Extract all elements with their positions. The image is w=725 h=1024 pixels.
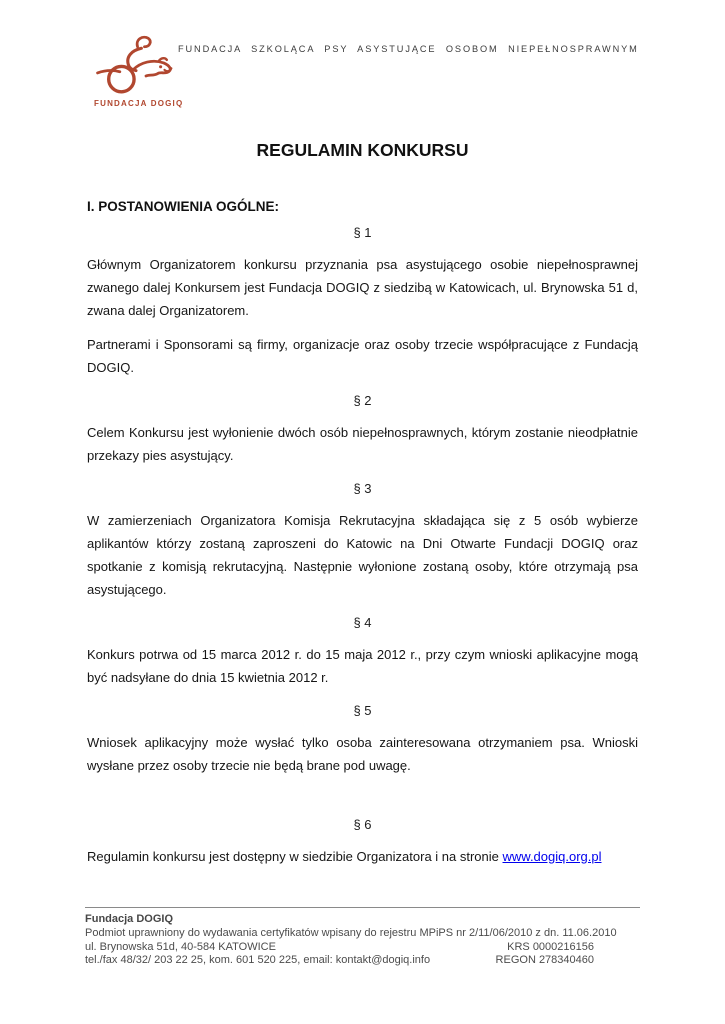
footer-contact: tel./fax 48/32/ 203 22 25, kom. 601 520 225, email: kontakt@dogiq.info (85, 954, 431, 967)
footer-address: ul. Brynowska 51d, 40-584 KATOWICE (85, 940, 276, 953)
paragraph-marker-4: § 4 (353, 615, 372, 630)
paragraph-marker-6: § 6 (353, 817, 372, 832)
footer-contact-row (85, 954, 640, 968)
paragraph-marker-5: § 5 (353, 703, 372, 718)
header-tagline: FUNDACJA SZKOLĄCA PSY ASYSTUJĄCE OSOBOM NIEPEŁNOSPRAWNYM (178, 44, 639, 54)
paragraph: Partnerami i Sponsorami są firmy, organizacje oraz osoby trzecie współpracujące z Fundacją DOGIQ. (87, 337, 638, 375)
paragraph-marker-1: § 1 (353, 225, 372, 240)
paragraph-marker-2: § 2 (353, 393, 372, 408)
paragraph-marker-3: § 3 (353, 481, 372, 496)
paragraph: W zamierzeniach Organizatora Komisja Rekrutacyjna składająca się z 5 osób wybierze aplikantów którzy zostaną zaproszeni do Katowic na Dni Otwarte Fundacji DOGIQ oraz spotkanie z komisją rekrutacyjną. Następnie wyłonione zostaną osoby, które otrzymają psa asystującego. (87, 513, 638, 597)
paragraph: Głównym Organizatorem konkursu przyznania psa asystującego osobie niepełnosprawnej zwanego dalej Konkursem jest Fundacja DOGIQ z siedzibą w Katowicach, ul. Brynowska 51 d, zwana dalej Organizatorem. (87, 257, 638, 318)
paragraph (87, 845, 638, 868)
paragraph: Konkurs potrwa od 15 marca 2012 r. do 15 maja 2012 r., przy czym wnioski aplikacyjne mogą być nadsyłane do dnia 15 kwietnia 2012 r. (87, 647, 638, 685)
footer-krs: KRS 0000216156 (507, 940, 594, 953)
paragraph: Wniosek aplikacyjny może wysłać tylko osoba zainteresowana otrzymaniem psa. Wnioski wysłane przez osoby trzecie nie będą brane pod uwagę. (87, 735, 638, 773)
dog-wheelchair-logo-icon (96, 35, 176, 97)
paragraph-text: Regulamin konkursu jest dostępny w siedzibie Organizatora i na stronie (87, 849, 503, 864)
section-heading: I. POSTANOWIENIA OGÓLNE: (87, 199, 279, 214)
logo (94, 35, 184, 108)
footer-org-name: Fundacja DOGIQ (85, 913, 174, 925)
document-title: REGULAMIN KONKURSU (256, 140, 469, 160)
footer-regon: REGON 278340460 (495, 954, 594, 967)
paragraph: Celem Konkursu jest wyłonienie dwóch osób niepełnosprawnych, którym zostanie nieodpłatnie przekazy pies asystujący. (87, 425, 638, 463)
logo-caption: FUNDACJA DOGIQ (94, 99, 184, 108)
footer-registry-line: Podmiot uprawniony do wydawania certyfikatów wpisany do rejestru MPiPS nr 2/11/06/2010 z dn. 11.06.2010 (85, 926, 617, 939)
footer (85, 907, 640, 968)
website-link[interactable]: www.dogiq.org.pl (502, 849, 602, 864)
document-body (87, 199, 638, 879)
footer-address-row (85, 941, 640, 955)
